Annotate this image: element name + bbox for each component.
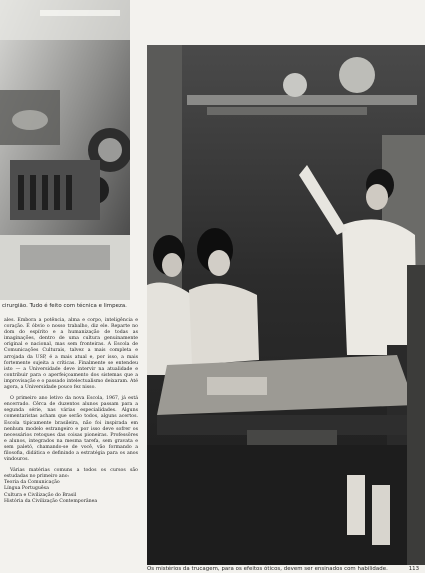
- subject-item: Língua Portuguêsa: [4, 486, 49, 492]
- subject-item: Teoria da Comunicação: [4, 480, 60, 486]
- caption-left: cirurgião. Tudo é feito com técnica e limpeza.: [2, 303, 127, 309]
- caption-right: Os mistérios da trucagem, para os efeitos óticos, devem ser ensinados com habilidade.: [147, 566, 388, 572]
- page-number: 113: [408, 566, 419, 572]
- photo-film-equipment: [0, 0, 130, 300]
- article-body: [4, 318, 138, 505]
- paragraph-2: O primeiro ano letivo da nova Escola, 1967, já está encerrado. Cêrca de duzentos alunos passam para a segunda série, nas várias especialidades. Alguns comentaristas acham que serão todos, alguns acertos. Escola tipicamente brasileira, não foi inspirada em nenhum modelo estrangeiro e por isso deve sofrer os necessários retoques das coisas pioneiras. Professôres e alunos, integrados na mesma tarefa, sem gravata e sem paletó, chamando-se de você, vão formando a filosofia, didática e definindo a estratégia para os anos vindouros.: [4, 396, 138, 463]
- paragraph-1: ales. Embora a potência, alma e corpo, inteligência e coração. É óbvio o nosso trabalho, diz ele. Reparte no dom do espírito e a humanização de todas as imaginações, dentro de uma cultura genuinamente original e nacional, mas sem fronteiras. A Escola de Comunicações Culturais, talvez a mais completa e arrojada da USP, é a mais atual e, por isso, a mais fortemente sujeita a críticas. Finalmente se entendeu isto — a Universidade deve intervir na atualidade e contribuir para o aperfeiçoamento dos sistemas que a improvisação e o passado intelectualismo deixaram. Até agora, a Universidade pouco fez nisso.: [4, 318, 138, 391]
- paragraph-3: Várias matérias comuns a todos os cursos são estudadas no primeiro ano:: [4, 468, 138, 480]
- subject-item: Cultura e Civilização do Brasil: [4, 492, 77, 498]
- subject-item: História da Civilização Contemporânea: [4, 498, 98, 504]
- subjects-list: [4, 480, 138, 504]
- photo-students-editing-room: [147, 45, 425, 565]
